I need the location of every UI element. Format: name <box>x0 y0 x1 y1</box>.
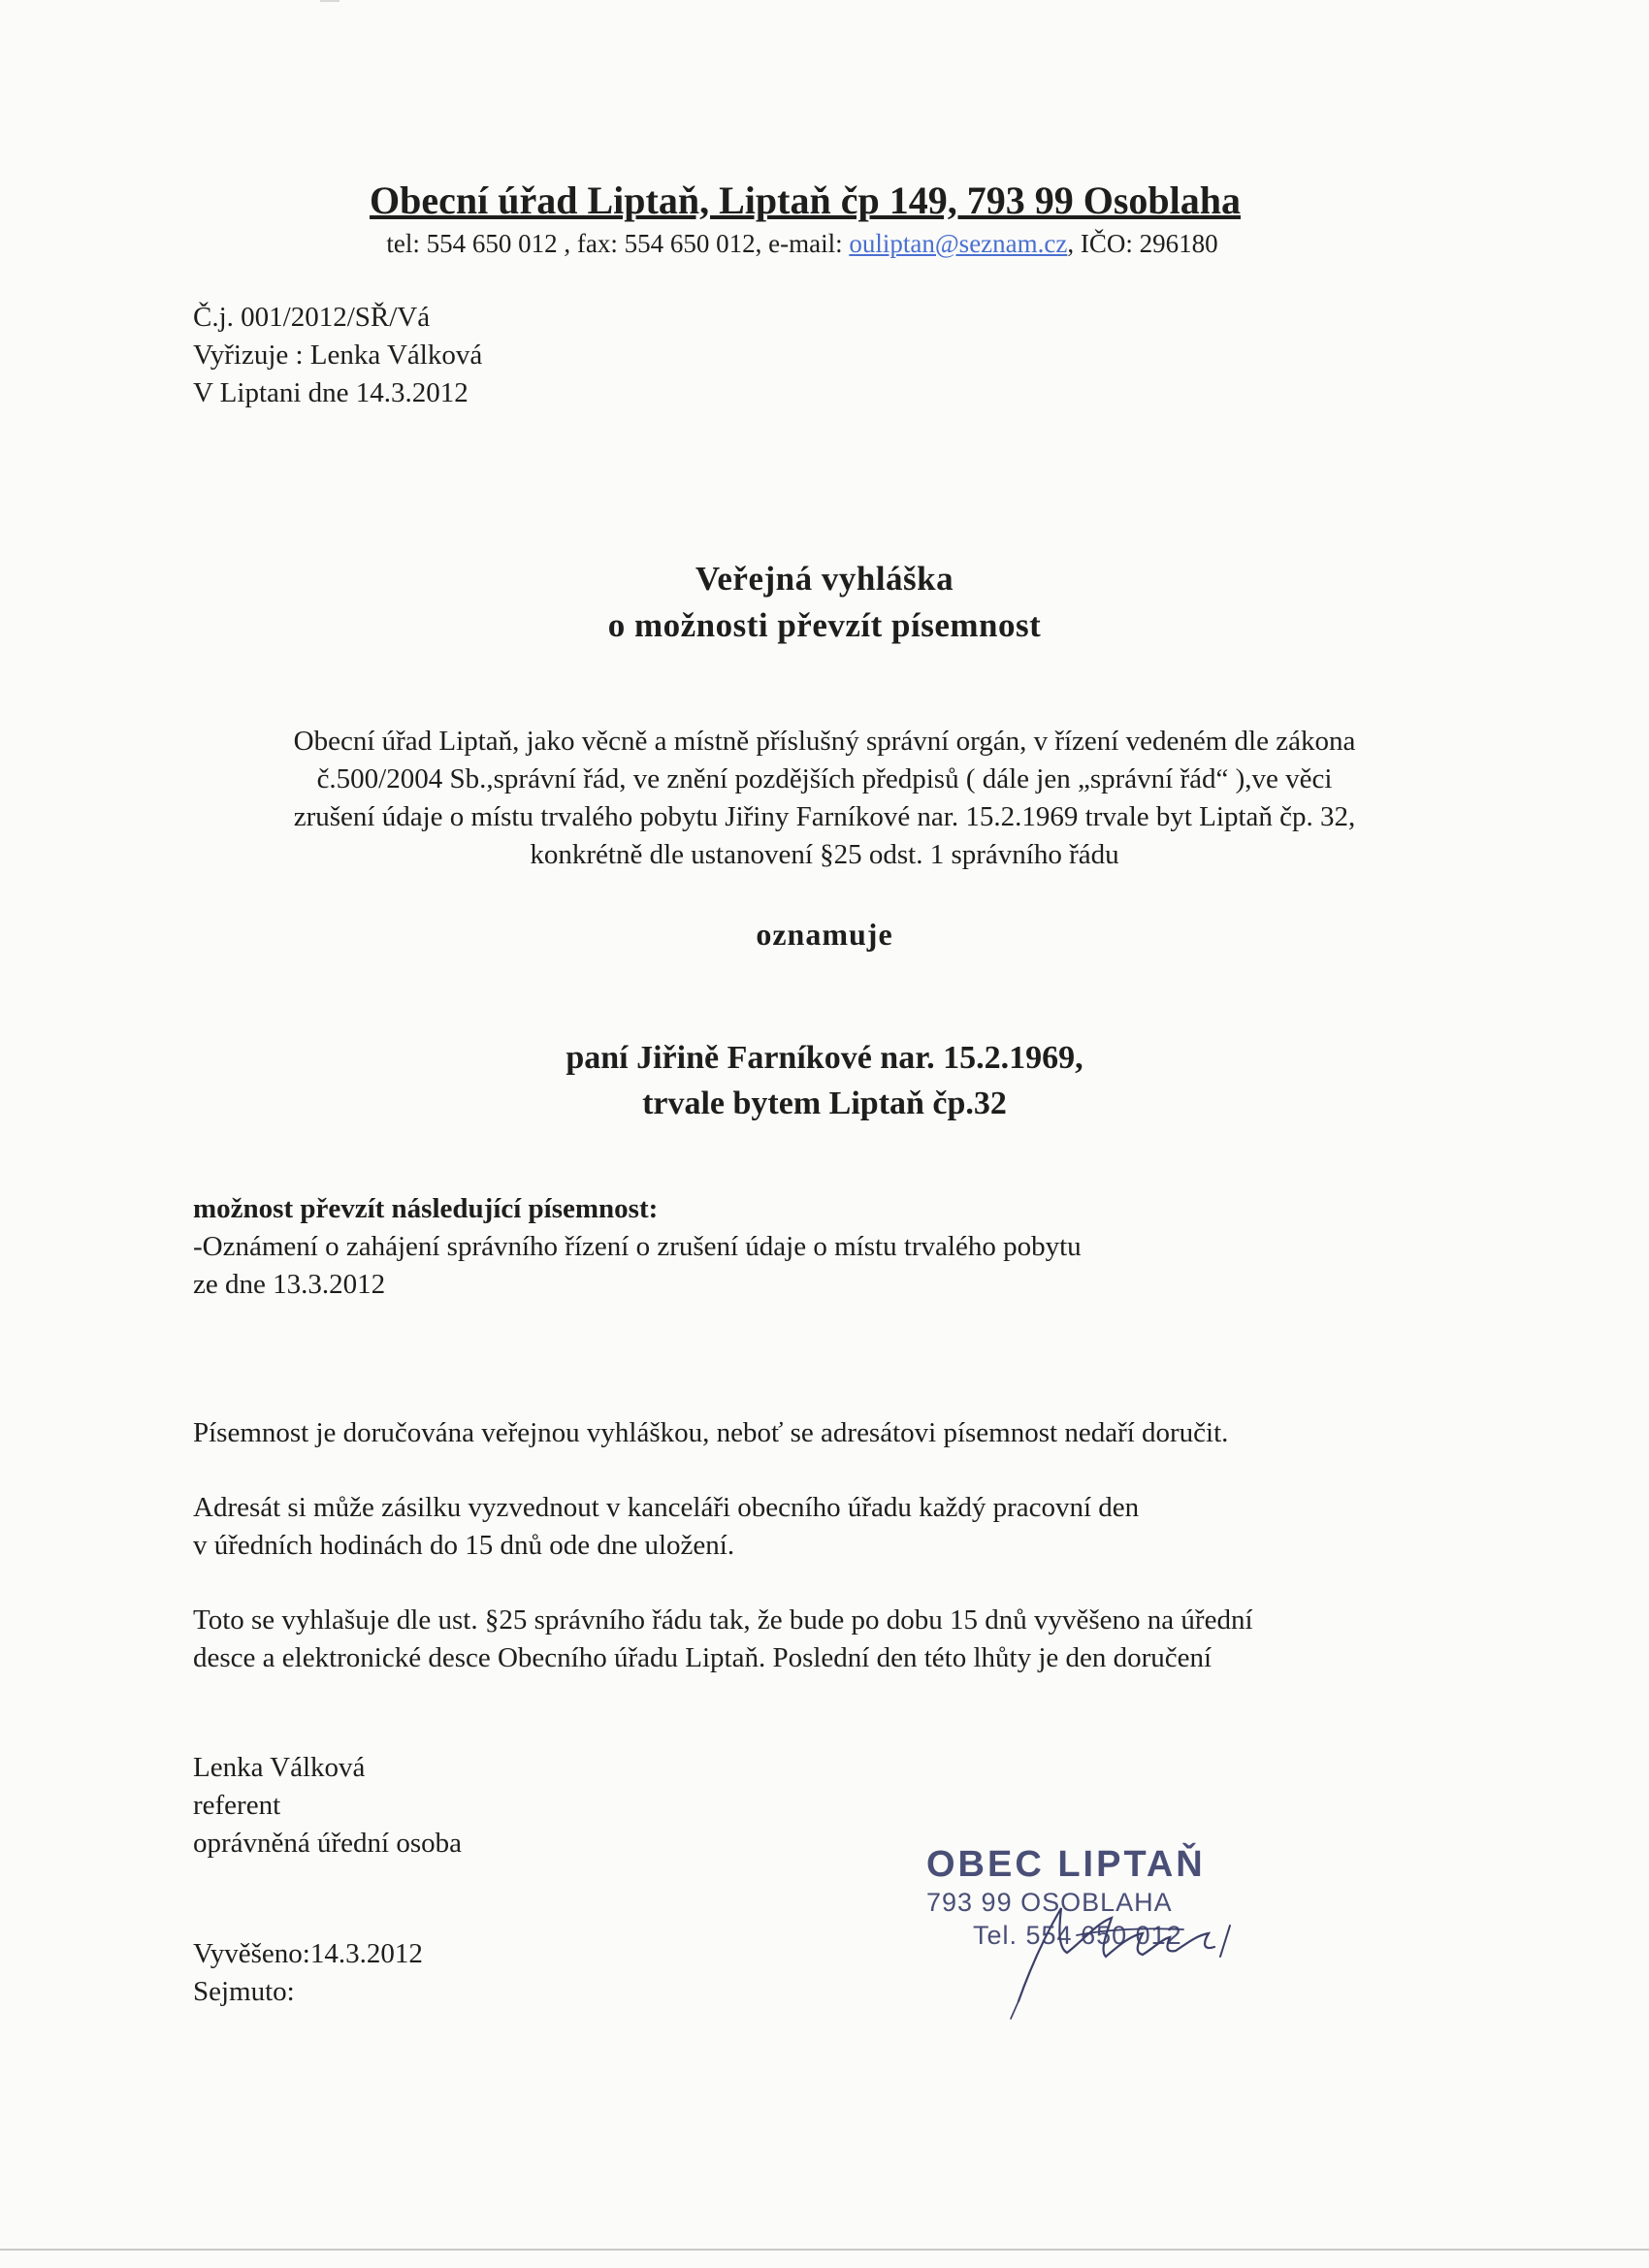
pickup-note: v úředních hodinách do 15 dnů ode dne uložení. <box>193 1530 735 1561</box>
posting-note: Toto se vyhlašuje dle ust. §25 správního řádu tak, že bude po dobu 15 dnů vyvěšeno na úřední <box>193 1604 1253 1636</box>
posted-date: Vyvěšeno:14.3.2012 <box>193 1938 423 1969</box>
scan-edge <box>0 2249 1649 2251</box>
announce-heading: oznamuje <box>756 917 893 952</box>
scan-mark <box>320 0 340 12</box>
intro-line: Obecní úřad Liptaň, jako věcně a místně příslušný správní orgán, v řízení vedeném dle zákona <box>293 726 1356 757</box>
office-contact-line <box>313 229 1291 259</box>
addressee-residence: trvale bytem Liptaň čp.32 <box>642 1085 1007 1121</box>
document-date: ze dne 13.3.2012 <box>193 1269 386 1300</box>
office-header-title: Obecní úřad Liptaň, Liptaň čp 149, 793 99 Osoblaha <box>370 178 1241 222</box>
stamp-address: 793 99 OSOBLAHA <box>926 1888 1173 1917</box>
signatory-role: referent <box>193 1790 281 1821</box>
pickup-note: Adresát si může zásilku vyzvednout v kanceláři obecního úřadu každý pracovní den <box>193 1492 1140 1523</box>
intro-line: konkrétně dle ustanovení §25 odst. 1 správního řádu <box>530 839 1119 870</box>
document-subtitle: o možnosti převzít písemnost <box>607 606 1042 644</box>
posting-note: desce a elektronické desce Obecního úřadu Liptaň. Poslední den této lhůty je den doručení <box>193 1642 1212 1673</box>
intro-line: č.500/2004 Sb.,správní řád, ve znění pozdějších předpisů ( dále jen „správní řád“ ),ve věci <box>316 763 1333 794</box>
stamp-phone: Tel. 554 650 012 <box>973 1921 1182 1950</box>
case-number: Č.j. 001/2012/SŘ/Vá <box>193 302 431 333</box>
ico-text: , IČO: 296180 <box>1067 229 1218 258</box>
delivery-note: Písemnost je doručována veřejnou vyhláškou, neboť se adresátovi písemnost nedaří doručit. <box>193 1417 1229 1448</box>
signatory-name: Lenka Válková <box>193 1752 366 1783</box>
reference-block <box>193 299 482 412</box>
stamp-title: OBEC LIPTAŇ <box>926 1844 1206 1885</box>
handwritten-signature <box>960 1896 1271 2023</box>
contact-text: tel: 554 650 012 , fax: 554 650 012, e-mail: <box>386 229 850 258</box>
intro-line: zrušení údaje o místu trvalého pobytu Jiřiny Farníkové nar. 15.2.1969 trvale byt Liptaň čp. 32, <box>293 801 1356 832</box>
addressee-name: paní Jiřině Farníkové nar. 15.2.1969, <box>566 1040 1083 1076</box>
document-line: -Oznámení o zahájení správního řízení o zrušení údaje o místu trvalého pobytu <box>193 1231 1082 1262</box>
document-heading: možnost převzít následující písemnost: <box>193 1193 659 1224</box>
handled-by: Vyřizuje : Lenka Válková <box>193 340 483 371</box>
place-date: V Liptani dne 14.3.2012 <box>193 377 469 408</box>
document-title: Veřejná vyhláška <box>695 560 954 598</box>
removed-date: Sejmuto: <box>193 1976 295 2007</box>
signatory-authority: oprávněná úřední osoba <box>193 1828 463 1859</box>
email-link[interactable]: ouliptan@seznam.cz <box>849 229 1068 258</box>
